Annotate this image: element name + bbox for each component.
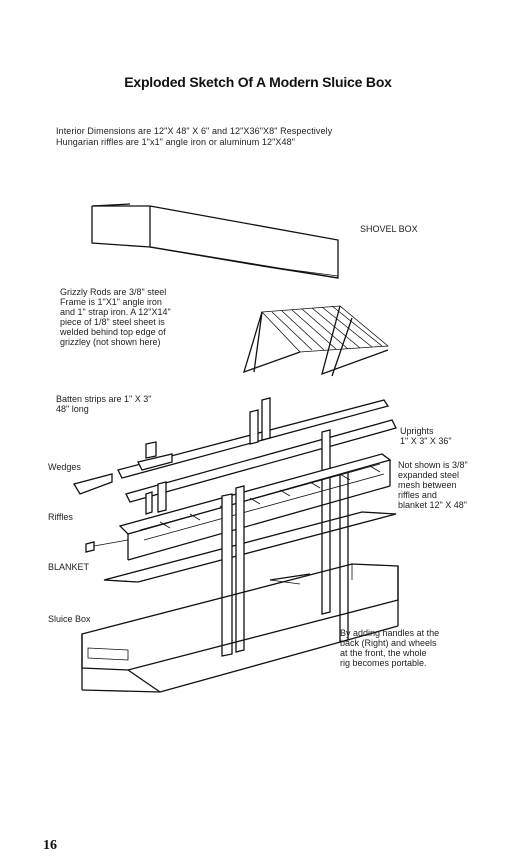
page-number: 16 bbox=[43, 838, 57, 853]
grizzly-note-line-1: Grizzly Rods are 3/8" steel bbox=[60, 287, 167, 297]
not-shown-note-line-3: mesh between bbox=[398, 480, 457, 490]
not-shown-note-line-1: Not shown is 3/8" bbox=[398, 460, 468, 470]
portable-note-line-1: By adding handles at the bbox=[340, 628, 440, 638]
portable-note bbox=[340, 628, 439, 668]
sluice-box-label: Sluice Box bbox=[48, 614, 91, 624]
uprights-note-line-1: Uprights bbox=[400, 426, 434, 436]
grizzly-note-line-6: grizzley (not shown here) bbox=[60, 337, 161, 347]
shovel-box-label: SHOVEL BOX bbox=[360, 224, 418, 234]
uprights-note-line-2: 1" X 3" X 36" bbox=[400, 436, 452, 446]
uprights-note bbox=[400, 426, 452, 446]
batten-note-line-1: Batten strips are 1" X 3" bbox=[56, 394, 152, 404]
grizzly-note-line-3: and 1" strap iron. A 12"X14" bbox=[60, 307, 171, 317]
page-title: Exploded Sketch Of A Modern Sluice Box bbox=[124, 74, 392, 90]
riffles-label: Riffles bbox=[48, 512, 73, 522]
grizzly-note-line-2: Frame is 1"X1" angle iron bbox=[60, 297, 162, 307]
grizzly-note-line-4: piece of 1/8" steel sheet is bbox=[60, 317, 165, 327]
wedges-label: Wedges bbox=[48, 462, 81, 472]
not-shown-note-line-2: expanded steel bbox=[398, 470, 460, 480]
grizzly-sketch bbox=[244, 306, 388, 376]
batten-note bbox=[56, 394, 151, 414]
portable-note-line-4: rig becomes portable. bbox=[340, 658, 427, 668]
portable-note-line-3: at the front, the whole bbox=[340, 648, 427, 658]
intro-line-2: Hungarian riffles are 1"x1" angle iron or aluminum 12"X48" bbox=[56, 137, 296, 147]
not-shown-note-line-4: riffles and bbox=[398, 490, 437, 500]
portable-note-line-2: back (Right) and wheels bbox=[340, 638, 437, 648]
blanket-label: BLANKET bbox=[48, 562, 90, 572]
grizzly-note bbox=[60, 287, 171, 347]
grizzly-note-line-5: welded behind top edge of bbox=[60, 327, 166, 337]
not-shown-note-line-5: blanket 12" X 48" bbox=[398, 500, 467, 510]
batten-note-line-2: 48" long bbox=[56, 404, 89, 414]
not-shown-note bbox=[398, 460, 468, 510]
intro-line-1: Interior Dimensions are 12"X 48" X 6" and 12"X36"X8" Respectively bbox=[56, 126, 333, 136]
shovel-box-sketch bbox=[92, 204, 338, 278]
